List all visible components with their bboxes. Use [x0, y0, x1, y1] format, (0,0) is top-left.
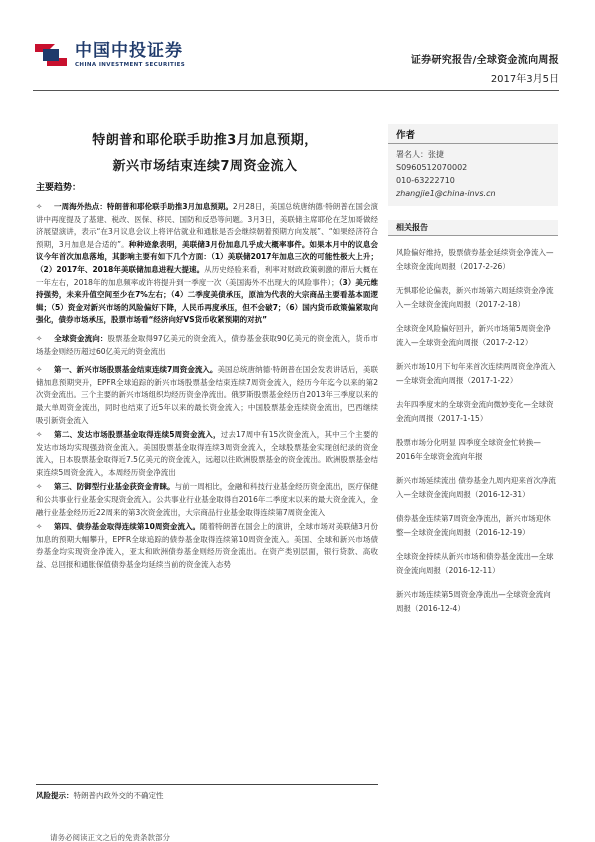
paragraph-text: 随着特朗普在国会上的演讲，全球市场对美联储3月份加息的预期大幅攀升，EPFR全球追踪的债券基金取得连续第10周资金流入。美国、全球和新兴市场债券基金均实现资金净流入，亚太和欧洲债券基金则经历资金流出。在资产类别层面，银行贷款、高收益、总回报和通胀保值债券基金均延续当前的资金流入态势: [36, 522, 379, 570]
brand-name-cn: 中国中投证券: [75, 41, 183, 61]
author-name: 署名人：张捷: [396, 150, 444, 159]
header-divider: [33, 90, 559, 91]
sidebar: [388, 124, 558, 616]
company-logo: [33, 40, 185, 70]
paragraph-bold: （3）美元维持强势，未来升值空间至少在7%左右；（4）二季度美债承压，原油为代表的大宗商品主要看基本面逻辑；（5）资金对新兴市场的风险偏好下降，人民币再度承压，但不会破7；（6）国内货币政策偏紧取向强化，债券市场承压，股票市场看“经济向好VS货币收紧预期的对抗”: [36, 277, 378, 325]
paragraph-lead: 一周海外热点：特朗普和耶伦联手助推3月加息预期。: [54, 202, 233, 211]
paragraph-dm-equity: [36, 429, 378, 479]
bullet-icon: ✧: [36, 202, 43, 211]
title-line-1: 特朗普和耶伦联手助推3月加息预期，: [92, 133, 318, 148]
paragraph-bold: 种种迹象表明，美联储3月份加息几乎成大概率事件。如果本月中的议息会议今年首次加息落地，其影响主要有如下几个方面：（1）美联储2017年加息三次的可能性极大上升；（2）2017年、2018年美联储加息进程大提速。: [36, 239, 378, 274]
author-phone: 010-63222710: [396, 176, 455, 185]
risk-divider: [36, 784, 378, 785]
paragraph-em-equity: [36, 364, 378, 427]
paragraph-lead: 第四、债券基金取得连续第10周资金流入。: [54, 522, 201, 532]
related-report-link[interactable]: 股票市场分化明显 四季度全球资金忙转换—2016年全球资金流向年报: [396, 438, 541, 461]
paragraph-lead: 第三、防御型行业基金获资金青睐。: [54, 482, 175, 492]
paragraph-overseas-hotspot: [36, 201, 378, 327]
related-report-link[interactable]: 去年四季度末的全球资金流向微妙变化—全球资金流向周报（2017-1-15）: [396, 400, 554, 423]
paragraph-bond-funds: [36, 521, 378, 571]
related-report-link[interactable]: 全球资金风险偏好回升，新兴市场第5周资金净流入—全球资金流向周报（2017-2-12）: [396, 324, 551, 347]
title-line-2: 新兴市场结束连续7周资金流入: [112, 159, 298, 174]
related-report-link[interactable]: 新兴市场延续流出 债券基金九周内迎来首次净流入—全球资金流向周报（2016-12-31）: [396, 476, 556, 499]
page-header: [0, 0, 595, 92]
related-report-link[interactable]: 全球资金持续从新兴市场和债券基金流出—全球资金流向周报（2016-12-11）: [396, 552, 554, 575]
bullet-icon: ✧: [36, 522, 43, 532]
paragraph-lead: 第一、新兴市场股票基金结束连续7周资金流入。: [54, 365, 218, 375]
paragraph-lead: 第二、发达市场股票基金取得连续5周资金流入，: [54, 430, 221, 440]
related-report-link[interactable]: 债券基金连续第7周资金净流出，新兴市场迎休整—全球资金流向周报（2016-12-19）: [396, 514, 551, 537]
bullet-icon: ✧: [36, 333, 43, 343]
risk-section: [36, 784, 378, 801]
related-heading: 相关报告: [388, 220, 558, 236]
related-report-link[interactable]: 新兴市场10月下旬年来首次连续两周资金净流入—全球资金流向周报（2017-1-22）: [396, 362, 556, 385]
paragraph-text: 过去17周中有15次资金流入，其中三个主要的发达市场均实现强劲资金流入。美国股票基金取得连续3周资金流入，全球股票基金实现创纪录的资金流入，日本股票基金取得近7.5亿美元的资金流入，远超以往欧洲股票基金的资金流出。欧洲股票基金结束连续5周资金流入，本周经历资金净流出: [36, 430, 378, 477]
author-box: [388, 124, 558, 206]
paragraph-global-flows: [36, 333, 378, 358]
paragraph-lead: 全球资金流向：: [54, 333, 108, 343]
main-content: [36, 180, 378, 574]
related-report-link[interactable]: 无惧耶伦论偏表，新兴市场第六周延续资金净流入—全球资金流向周报（2017-2-18）: [396, 286, 554, 309]
report-title: [36, 128, 374, 180]
brand-name-en: CHINA INVESTMENT SECURITIES: [75, 62, 186, 68]
report-date: 2017年3月5日: [490, 74, 559, 85]
bullet-icon: ✧: [36, 430, 43, 440]
disclaimer-note: 请务必阅读正文之后的免责条款部分: [50, 833, 170, 842]
logo-mark-icon: [33, 40, 69, 70]
bullet-icon: ✧: [36, 482, 43, 492]
section-heading: 主要趋势：: [36, 183, 82, 193]
report-type: 证券研究报告/全球资金流向周报: [410, 55, 559, 66]
license-number: S0960512070002: [396, 163, 468, 172]
related-reports: [388, 220, 558, 616]
related-report-link[interactable]: 新兴市场连续第5周资金净流出—全球资金流向周报（2016-12-4）: [396, 590, 551, 613]
risk-text: 特朗普内政外交的不确定性: [73, 791, 164, 800]
related-report-link[interactable]: 风险偏好维持，股票债券基金延续资金净流入—全球资金流向周报（2017-2-26）: [396, 248, 554, 271]
paragraph-text: 2月28日，美国总统唐纳德·特朗普在国会演讲中再度提及了基建、税改、医保、移民、国防和反恐等问题。3月3日，美联储主席耶伦在芝加哥做经济展望演讲，表示“在3月议息会议上将评估就业和通胀是否会继续朝着预期方向发展”、“如果经济符合预期，3月加息是合适的”。: [36, 202, 379, 249]
author-heading: 作者: [388, 127, 558, 144]
risk-label: 风险提示：: [36, 791, 74, 800]
paragraph-text: 美国总统唐纳德·特朗普在国会发表讲话后，美联储加息预期突升，EPFR全球追踪的新兴市场股票基金结束连续7周资金流入，经历今年迄今以来的第2次资金流出。三个主要的新兴市场组织均经历资金净流出。俄罗斯股票基金经历自2013年三季度以来的最大单周资金流出，同时也结束了近5年以来的最长资金流入；中国股票基金连续资金流出，巴西继续吸引新资金流入: [36, 365, 378, 425]
author-email: zhangjie1@china-invs.cn: [396, 189, 496, 198]
paragraph-sector-funds: [36, 481, 378, 519]
paragraph-text: 从历史经验来看，利率对财政政策刺激的滞后大概在一年左右，2018年的加息频率或许将提升到一季度一次（美国海外不出现大的风险事件）；: [36, 264, 378, 287]
bullet-icon: ✧: [36, 365, 43, 375]
paragraph-text: 与前一周相比，金融和科技行业基金经历资金流出，医疗保健和公共事业行业基金实现资金流入。公共事业行业基金取得自2016年二季度末以来的最大资金流入，金融行业基金经历近22周来的第3次资金流出，大宗商品行业基金取得连续第7周资金流入: [36, 482, 378, 517]
paragraph-text: 股票基金取得97亿美元的资金流入，债券基金获取90亿美元的资金流入，货币市场基金则经历超过60亿美元的资金流出: [36, 333, 378, 356]
